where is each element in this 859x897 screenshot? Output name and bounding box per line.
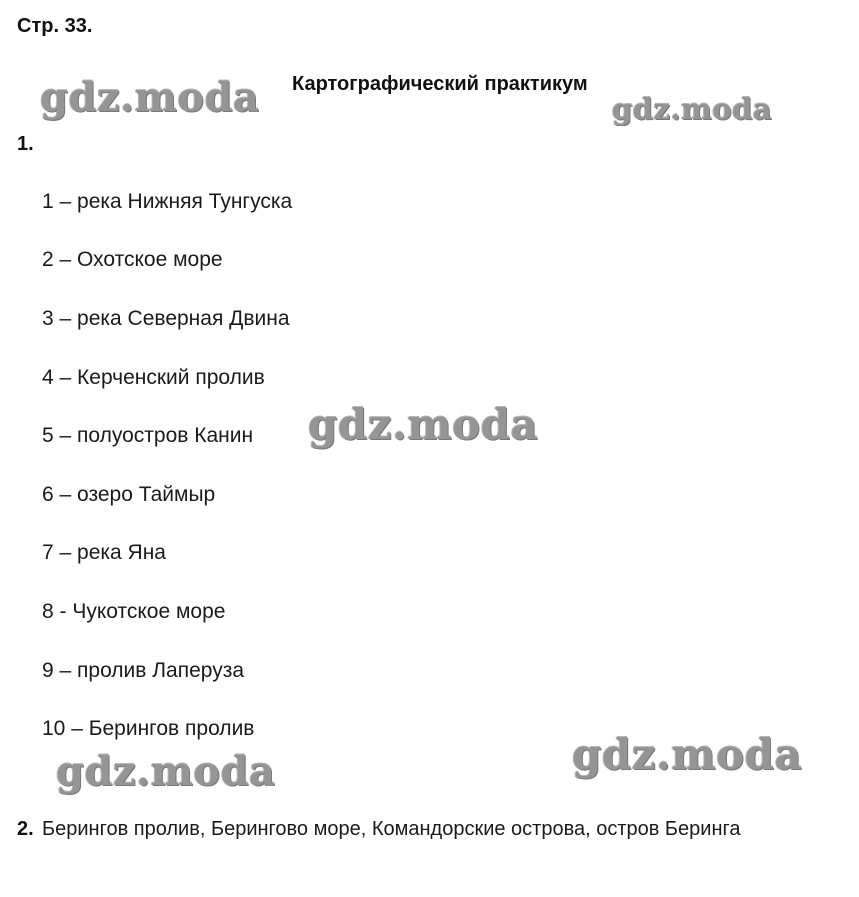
list-item: 9 – пролив Лаперуза [42,659,245,682]
list-item: 4 – Керченский пролив [42,366,265,389]
list-item: 2 – Охотское море [42,248,223,271]
list-item: 10 – Берингов пролив [42,717,255,740]
watermark: gdz.moda [308,400,539,449]
section-title: Картографический практикум [292,73,588,95]
task-2-answer: Берингов пролив, Берингово море, Командорские острова, остров Беринга [42,818,741,840]
watermark: gdz.moda [572,730,803,779]
task-2-number: 2. [17,818,34,840]
list-item: 3 – река Северная Двина [42,307,290,330]
watermark: gdz.moda [56,748,276,795]
list-item: 7 – река Яна [42,541,166,564]
list-item: 6 – озеро Таймыр [42,483,216,506]
list-item: 5 – полуостров Канин [42,424,254,447]
list-item: 8 - Чукотское море [42,600,226,623]
watermark: gdz.moda [40,74,260,121]
page-header: Стр. 33. [17,15,93,37]
task-1-number: 1. [17,133,34,155]
list-item: 1 – река Нижняя Тунгуска [42,190,293,213]
watermark: gdz.moda [612,92,773,126]
